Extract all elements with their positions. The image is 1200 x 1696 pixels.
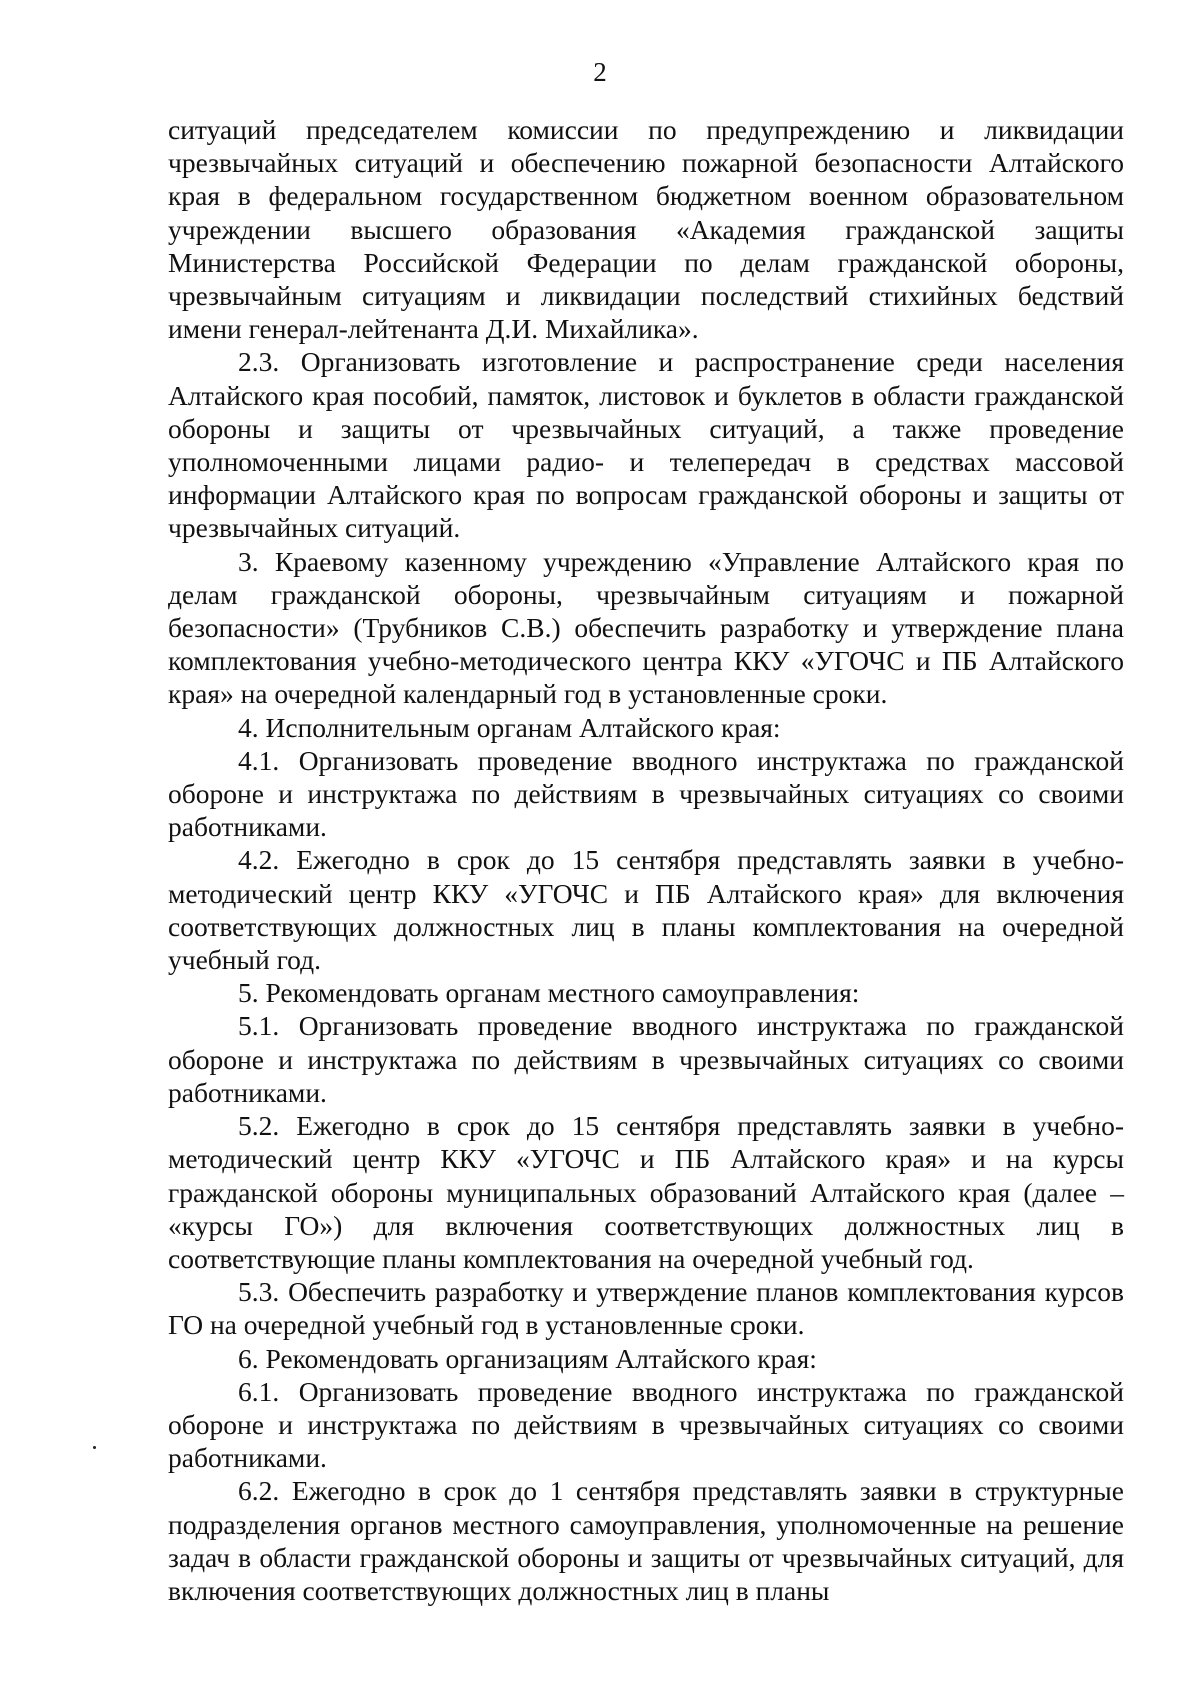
paragraph-continuation: ситуаций председателем комиссии по предупреждению и ликвидации чрезвычайных ситуаций и обеспечению пожарной безопасности Алтайского края в федеральном государственном бюджетном военном образовательном учреждении высшего образования «Академия гражданской защиты Министерства Российской Федерации по делам гражданской обороны, чрезвычайным ситуациям и ликвидации последствий стихийных бедствий имени генерал-лейтенанта Д.И. Михайлика».	[168, 114, 1124, 345]
paragraph-5: 5. Рекомендовать органам местного самоуправления:	[238, 977, 860, 1009]
scan-artifact-dot	[93, 1446, 96, 1449]
paragraph-5-2: 5.2. Ежегодно в срок до 15 сентября представлять заявки в учебно-методический центр ККУ «УГОЧС и ПБ Алтайского края» и на курсы гражданской обороны муниципальных образований Алтайского края (далее – «курсы ГО») для включения соответствующих должностных лиц в соответствующие планы комплектования на очередной учебный год.	[168, 1110, 1124, 1274]
paragraph-4: 4. Исполнительным органам Алтайского края:	[238, 711, 781, 743]
page-number: 2	[593, 57, 607, 87]
paragraph-5-3: 5.3. Обеспечить разработку и утверждение планов комплектования курсов ГО на очередной учебный год в установленные сроки.	[168, 1276, 1124, 1341]
paragraph-5-1: 5.1. Организовать проведение вводного инструктажа по гражданской обороне и инструктажа по действиям в чрезвычайных ситуациях со своими работниками.	[168, 1010, 1124, 1108]
paragraph-2-3: 2.3. Организовать изготовление и распространение среди населения Алтайского края пособий, памяток, листовок и буклетов в области гражданской обороны и защиты от чрезвычайных ситуаций, а также проведение уполномоченными лицами радио- и телепередач в средствах массовой информации Алтайского края по вопросам гражданской обороны и защиты от чрезвычайных ситуаций.	[168, 346, 1124, 544]
paragraph-6-1: 6.1. Организовать проведение вводного инструктажа по гражданской обороне и инструктажа по действиям в чрезвычайных ситуациях со своими работниками.	[168, 1375, 1124, 1474]
paragraph-4-2: 4.2. Ежегодно в срок до 15 сентября представлять заявки в учебно-методический центр ККУ «УГОЧС и ПБ Алтайского края» для включения соответствующих должностных лиц в планы комплектования на очередной учебный год.	[168, 844, 1124, 976]
paragraph-6: 6. Рекомендовать организациям Алтайского края:	[238, 1342, 817, 1374]
document-body	[168, 113, 1124, 1607]
paragraph-4-1: 4.1. Организовать проведение вводного инструктажа по гражданской обороне и инструктажа по действиям в чрезвычайных ситуациях со своими работниками.	[168, 744, 1124, 843]
paragraph-3: 3. Краевому казенному учреждению «Управление Алтайского края по делам гражданской обороны, чрезвычайным ситуациям и пожарной безопасности» (Трубников С.В.) обеспечить разработку и утверждение плана комплектования учебно-методического центра ККУ «УГОЧС и ПБ Алтайского края» на очередной календарный год в установленные сроки.	[168, 545, 1124, 710]
paragraph-6-2: 6.2. Ежегодно в срок до 1 сентября представлять заявки в структурные подразделения органов местного самоуправления, уполномоченные на решение задач в области гражданской обороны и защиты от чрезвычайных ситуаций, для включения соответствующих должностных лиц в планы	[168, 1475, 1124, 1606]
